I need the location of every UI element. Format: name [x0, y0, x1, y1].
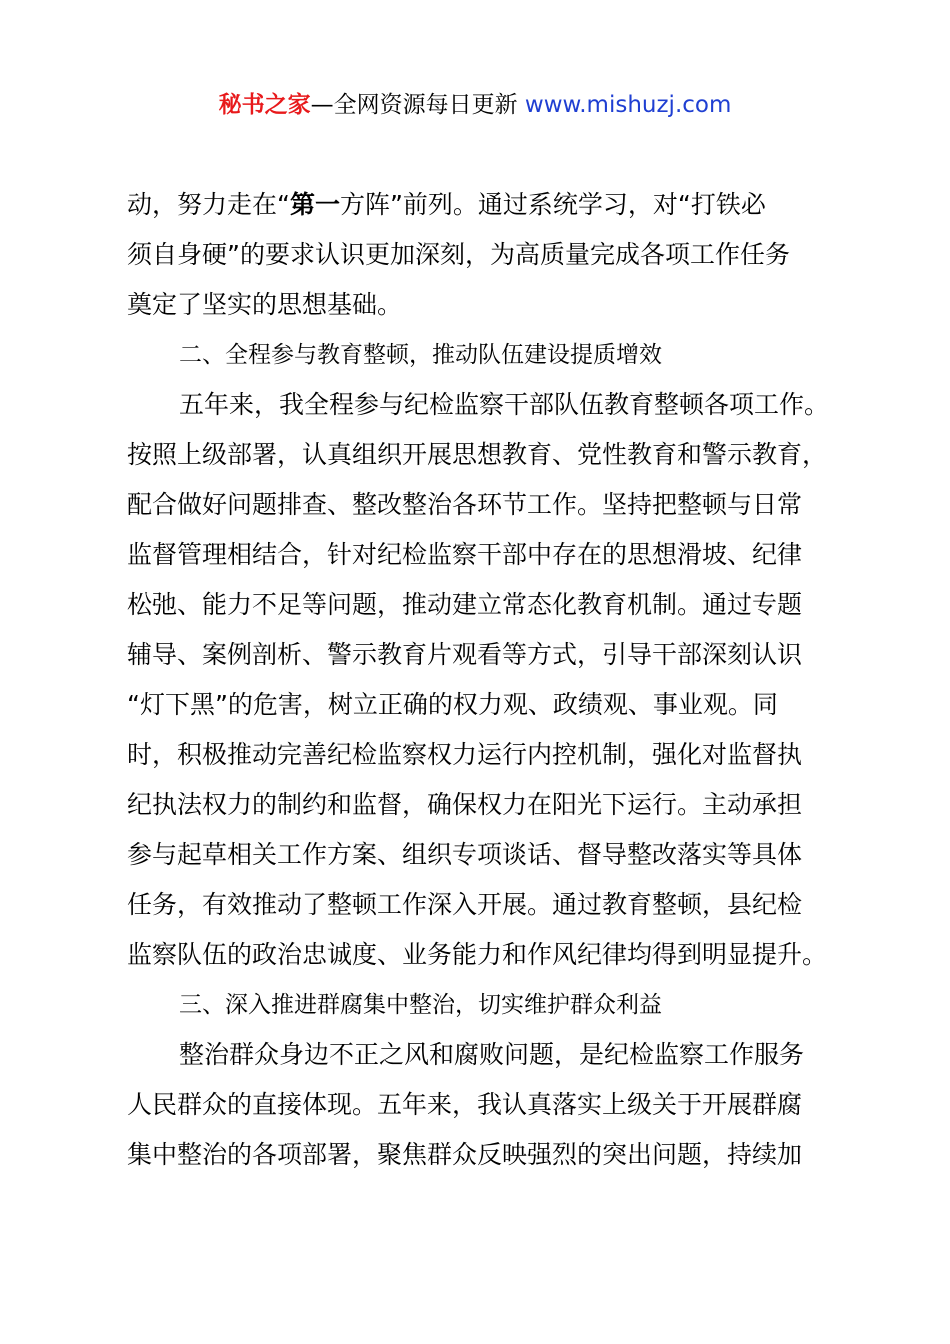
paragraph-line: 人民群众的直接体现。五年来，我认真落实上级关于开展群腐	[127, 1090, 803, 1119]
paragraph-line: 奠定了坚实的思想基础。	[127, 290, 403, 319]
brand-name: 秘书之家	[218, 92, 311, 118]
paragraph-line: 纪执法权力的制约和监督，确保权力在阳光下运行。主动承担	[127, 790, 803, 819]
paragraph-line: 须自身硬”的要求认识更加深刻，为高质量完成各项工作任务	[127, 240, 790, 269]
site-header	[0, 88, 950, 122]
paragraph-line: 任务，有效推动了整顿工作深入开展。通过教育整顿，县纪检	[127, 890, 803, 919]
emphasis-text: 第一	[289, 190, 340, 219]
line-text: 动，努力走在“	[127, 190, 290, 219]
paragraph-line: 配合做好问题排查、整改整治各环节工作。坚持把整顿与日常	[127, 490, 803, 519]
paragraph-line: 集中整治的各项部署，聚焦群众反映强烈的突出问题，持续加	[127, 1140, 803, 1169]
site-url-link[interactable]: www.mishuzj.com	[524, 92, 732, 118]
paragraph-line: 时，积极推动完善纪检监察权力运行内控机制，强化对监督执	[127, 740, 803, 769]
line-text: 方阵”前列。通过系统学习，对“打铁必	[339, 190, 766, 219]
paragraph-line	[127, 180, 847, 230]
header-tagline: —全网资源每日更新	[310, 92, 525, 118]
paragraph-line: 监察队伍的政治忠诚度、业务能力和作风纪律均得到明显提升。	[127, 940, 828, 969]
section-heading-3: 三、深入推进群腐集中整治，切实维护群众利益	[179, 992, 662, 1018]
paragraph-line: 监督管理相结合，针对纪检监察干部中存在的思想滑坡、纪律	[127, 540, 803, 569]
document-body	[127, 180, 847, 1180]
paragraph-line: 五年来，我全程参与纪检监察干部队伍教育整顿各项工作。	[179, 390, 830, 419]
paragraph-line: 按照上级部署，认真组织开展思想教育、党性教育和警示教育，	[127, 440, 828, 469]
paragraph-line: “灯下黑”的危害，树立正确的权力观、政绩观、事业观。同	[127, 690, 778, 719]
section-heading-2: 二、全程参与教育整顿，推动队伍建设提质增效	[179, 342, 662, 368]
paragraph-line: 松弛、能力不足等问题，推动建立常态化教育机制。通过专题	[127, 590, 803, 619]
paragraph-line: 辅导、案例剖析、警示教育片观看等方式，引导干部深刻认识	[127, 640, 803, 669]
paragraph-line: 参与起草相关工作方案、组织专项谈话、督导整改落实等具体	[127, 840, 803, 869]
paragraph-line: 整治群众身边不正之风和腐败问题，是纪检监察工作服务	[179, 1040, 805, 1069]
